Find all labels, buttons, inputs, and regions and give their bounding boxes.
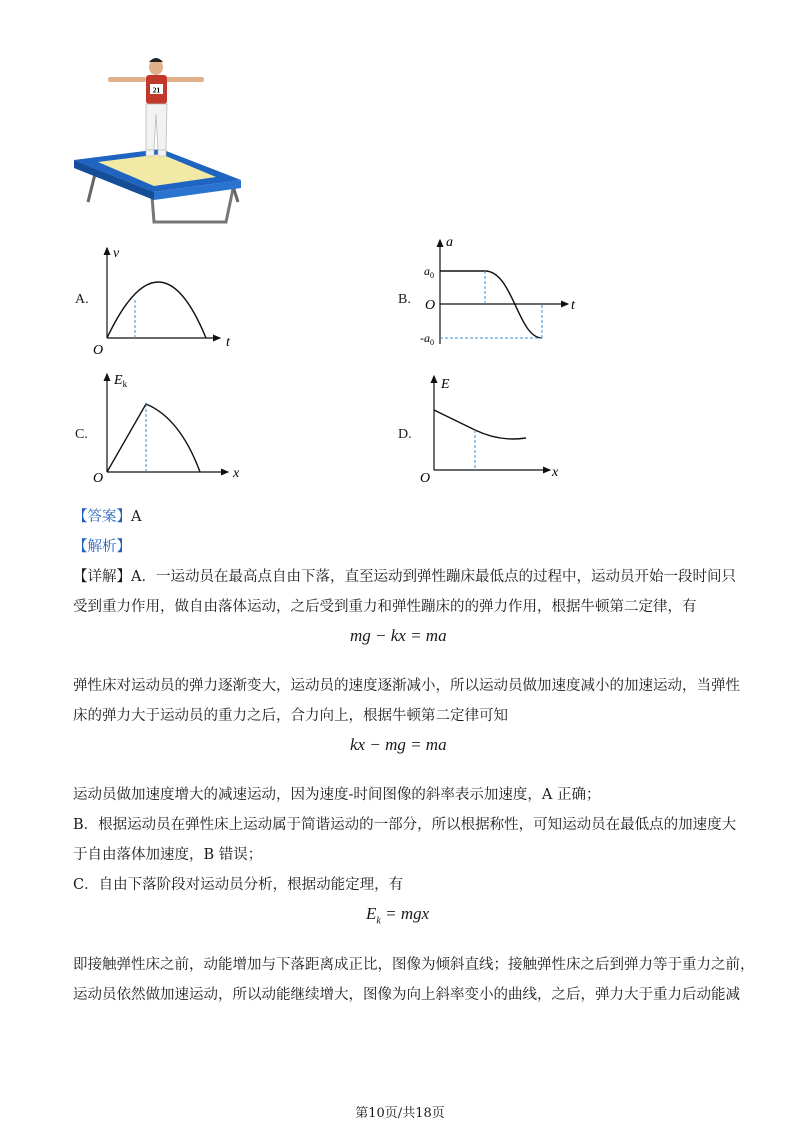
detail-line-10: 运动员依然做加速运动，所以动能继续增大，图像为向上斜率变小的曲线，之后，弹力大于重力后动能减 bbox=[73, 987, 740, 1003]
graph-a-velocity-time bbox=[88, 240, 248, 360]
detail-line-6: B．根据运动员在弹性床上运动属于简谐运动的一部分，所以根据称性，可知运动员在最低点的加速度大 bbox=[73, 817, 737, 833]
answer-line bbox=[73, 507, 141, 527]
detail-line-4: 床的弹力大于运动员的重力之后，合力向上，根据牛顿第二定律可知 bbox=[73, 708, 508, 724]
detail-bracket-close: 】 bbox=[116, 569, 131, 585]
analysis-bracket-close: 】 bbox=[116, 539, 131, 555]
graph-d-origin: O bbox=[420, 471, 431, 486]
detail-text: A．一运动员在最高点自由下落，直至运动到弹性蹦床最低点的过程中，运动员开始一段时间只 bbox=[131, 569, 736, 585]
graph-d-x-label: x bbox=[552, 465, 559, 480]
answer-value: A bbox=[131, 509, 142, 525]
trampoline-illustration bbox=[66, 52, 251, 227]
athlete-bib: 21 bbox=[152, 85, 161, 95]
eq3-right: = mgx bbox=[380, 904, 430, 923]
graph-c-origin: O bbox=[93, 471, 104, 486]
graph-d-curve bbox=[434, 410, 526, 439]
answer-bracket-close: 】 bbox=[116, 509, 131, 525]
detail-line-8: C．自由下落阶段对运动员分析，根据动能定理，有 bbox=[73, 877, 404, 893]
detail-line-1 bbox=[73, 567, 736, 587]
graph-b-y-label: a bbox=[446, 235, 453, 250]
athlete-figure bbox=[108, 58, 204, 156]
analysis-tag: 解析 bbox=[87, 539, 117, 555]
graph-b-top-tick: $a_0$ bbox=[424, 264, 434, 280]
analysis-bracket-open: 【 bbox=[73, 539, 88, 555]
eq3-sub: k bbox=[376, 915, 381, 927]
option-a-label: A. bbox=[75, 292, 89, 307]
option-b-label: B. bbox=[398, 292, 411, 307]
answer-tag: 答案 bbox=[87, 509, 117, 525]
detail-line-9: 即接触弹性床之前，动能增加与下落距离成正比，图像为倾斜直线；接触弹性床之后到弹力等于重力之前， bbox=[73, 957, 755, 973]
graph-b-acceleration-time bbox=[418, 232, 588, 352]
detail-line-5: 运动员做加速度增大的减速运动，因为速度-时间图像的斜率表示加速度，A 正确； bbox=[73, 787, 601, 803]
equation-kinetic-energy bbox=[366, 904, 429, 926]
graph-a-curve bbox=[107, 282, 206, 338]
detail-bracket-open: 【 bbox=[73, 569, 88, 585]
page-footer: 第10页/共18页 bbox=[355, 1106, 445, 1121]
option-c-label: C. bbox=[75, 427, 88, 442]
option-d-label: D. bbox=[398, 427, 412, 442]
analysis-heading bbox=[73, 537, 131, 557]
eq3-left: E bbox=[366, 904, 377, 923]
graph-a-x-label: t bbox=[226, 335, 230, 350]
detail-line-2: 受到重力作用，做自由落体运动，之后受到重力和弹性蹦床的的弹力作用，根据牛顿第二定律，有 bbox=[73, 599, 697, 615]
graph-c-y-label: $E_k$ bbox=[114, 373, 128, 389]
equation-newton-1: mg − kx = ma bbox=[350, 626, 447, 645]
graph-a-y-label: v bbox=[113, 246, 120, 261]
graph-b-x-label: t bbox=[571, 298, 575, 313]
answer-bracket-open: 【 bbox=[73, 509, 88, 525]
detail-line-7: 于自由落体加速度，B 错误； bbox=[73, 847, 263, 863]
graph-c-kinetic-energy-displacement bbox=[88, 368, 258, 488]
graph-b-origin: O bbox=[425, 298, 436, 313]
graph-d-energy-displacement bbox=[418, 372, 588, 490]
graph-c-curve bbox=[107, 404, 200, 472]
detail-line-3: 弹性床对运动员的弹力逐渐变大，运动员的速度逐渐减小，所以运动员做加速度减小的加速运动，当弹性 bbox=[73, 678, 740, 694]
graph-b-bottom-tick: $-a_0$ bbox=[420, 331, 434, 347]
equation-newton-2: kx − mg = ma bbox=[350, 735, 447, 754]
graph-a-origin: O bbox=[93, 343, 104, 358]
detail-tag: 详解 bbox=[87, 569, 117, 585]
graph-d-y-label: E bbox=[441, 377, 450, 392]
graph-c-x-label: x bbox=[233, 466, 240, 481]
